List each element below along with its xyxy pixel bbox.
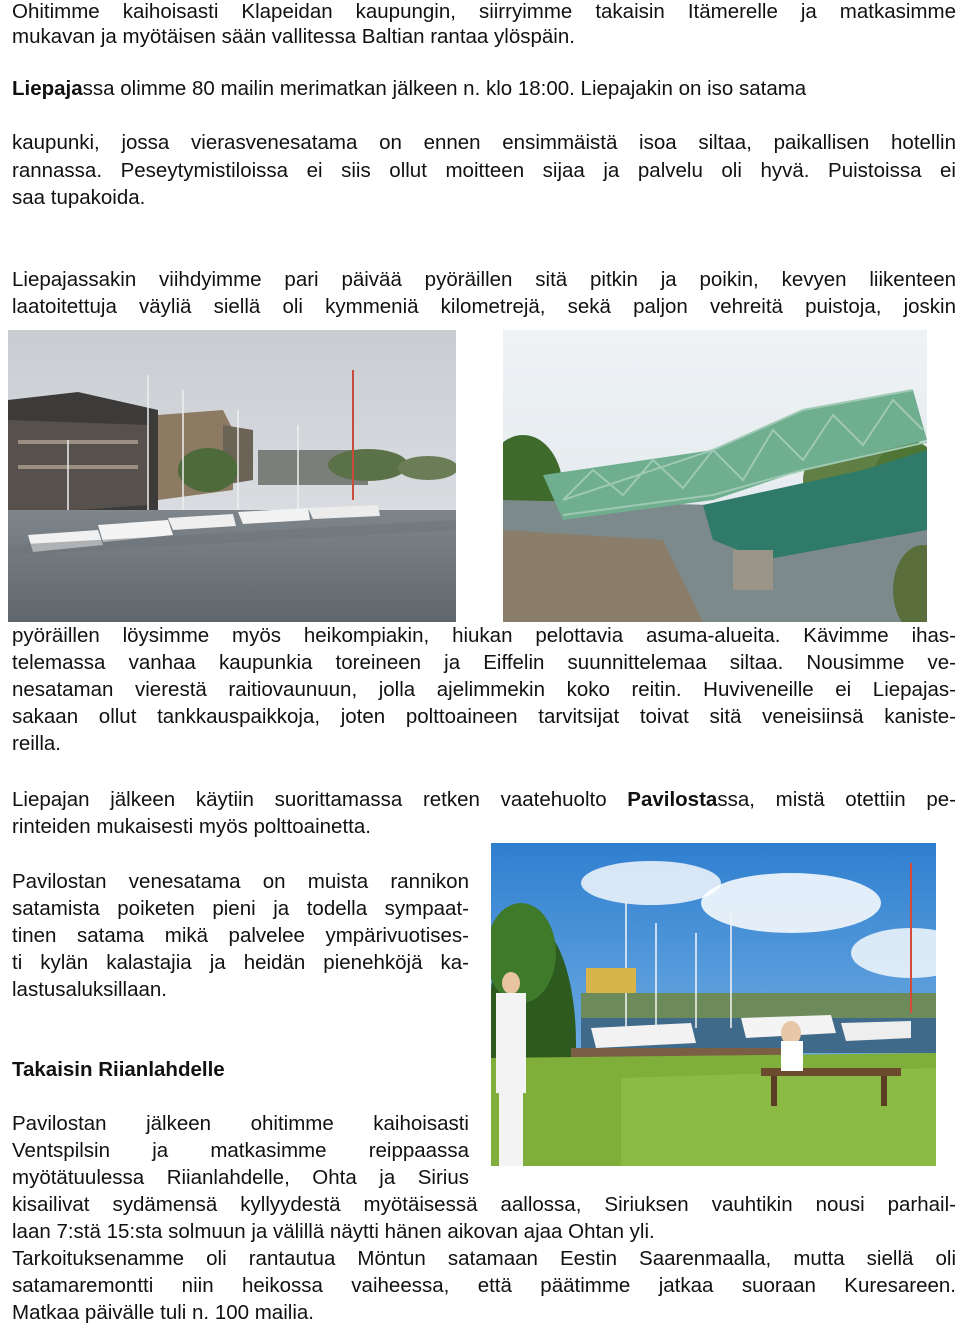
- text-line: kaupunki, jossa vierasvenesatama on ennen ensimmäistä isoa siltaa, paikallisen hotellin: [12, 131, 956, 154]
- bridge-photo: [503, 330, 927, 622]
- text-line: satamaremontti niin heikossa vaiheessa, että päätimme jatkaa suoraan Kuresareen.: [12, 1274, 956, 1297]
- text-line: kisailivat sydämensä kyllyydestä myötäisessä aallossa, Siriuksen vauhtikin nousi parhail-: [12, 1193, 956, 1216]
- text-line: [12, 788, 956, 812]
- text-line: Ventspilsin ja matkasimme reippaassa: [12, 1139, 469, 1162]
- text-line: Tarkoituksenamme oli rantautua Möntun satamaan Eestin Saarenmaalla, mutta siellä oli: [12, 1247, 956, 1270]
- text-line: reilla.: [12, 732, 61, 755]
- text-line: telemassa vanhaa kaupunkia toreineen ja Eiffelin suunnittelemaa siltaa. Nousimme ve-: [12, 651, 956, 674]
- marina-photo: [491, 843, 936, 1166]
- text-run: Liepajan jälkeen käytiin suorittamassa retken vaatehuolto: [12, 788, 628, 811]
- text-run: ssa olimme 80 mailin merimatkan jälkeen n. klo 18:00. Liepajakin on iso satama: [82, 77, 807, 100]
- text-line: [12, 77, 806, 101]
- text-line: rannassa. Peseytymistiloissa ei siis ollut moitteen sijaa ja palvelu oli hyvä. Puistoissa ei: [12, 159, 956, 182]
- text-line: lastusaluksillaan.: [12, 978, 167, 1001]
- text-line: satamista poiketen pieni ja todella sympaat-: [12, 897, 469, 920]
- text-line: Liepajassakin viihdyimme pari päivää pyöräillen sitä pitkin ja poikin, kevyen liikenteen: [12, 268, 956, 291]
- place-name: Pavilosta: [627, 788, 718, 811]
- place-name: Liepaja: [12, 77, 83, 100]
- text-line: tinen satama mikä palvelee ympärivuotises-: [12, 924, 469, 947]
- text-line: Pavilostan venesatama on muista rannikon: [12, 870, 469, 893]
- text-line: Matkaa päivälle tuli n. 100 mailia.: [12, 1301, 314, 1324]
- text-line: sakaan ollut tankkauspaikkoja, joten polttoaineen tarvitsijat toivat sitä veneisiinsä kaniste-: [12, 705, 956, 728]
- text-line: ti kylän kalastajia ja heidän pienehköjä ka-: [12, 951, 469, 974]
- text-line: Pavilostan jälkeen ohitimme kaihoisasti: [12, 1112, 469, 1135]
- text-line: saa tupakoida.: [12, 186, 146, 209]
- text-line: nesataman vierestä raitiovaunuun, jolla ajelimmekin koko reitin. Huviveneille ei Liepajas-: [12, 678, 956, 701]
- text-line: laatoitettuja väyliä siellä oli kymmeniä kilometrejä, sekä paljon vehreitä puistoja, joskin: [12, 295, 956, 318]
- section-heading: Takaisin Riianlahdelle: [12, 1058, 225, 1081]
- text-line: Ohitimme kaihoisasti Klapeidan kaupungin, siirryimme takaisin Itämerelle ja matkasimme: [12, 0, 956, 23]
- harbor-photo: [8, 330, 456, 622]
- text-line: rinteiden mukaisesti myös polttoainetta.: [12, 815, 371, 838]
- text-line: pyöräillen löysimme myös heikompiakin, hiukan pelottavia asuma-alueita. Kävimme ihas-: [12, 624, 956, 647]
- text-run: ssa, mistä otettiin pe-: [717, 788, 956, 811]
- text-line: myötätuulessa Riianlahdelle, Ohta ja Sirius: [12, 1166, 469, 1189]
- text-line: mukavan ja myötäisen sään vallitessa Baltian rantaa ylöspäin.: [12, 25, 575, 48]
- text-line: laan 7:stä 15:sta solmuun ja välillä näytti hänen aikovan ajaa Ohtan yli.: [12, 1220, 655, 1243]
